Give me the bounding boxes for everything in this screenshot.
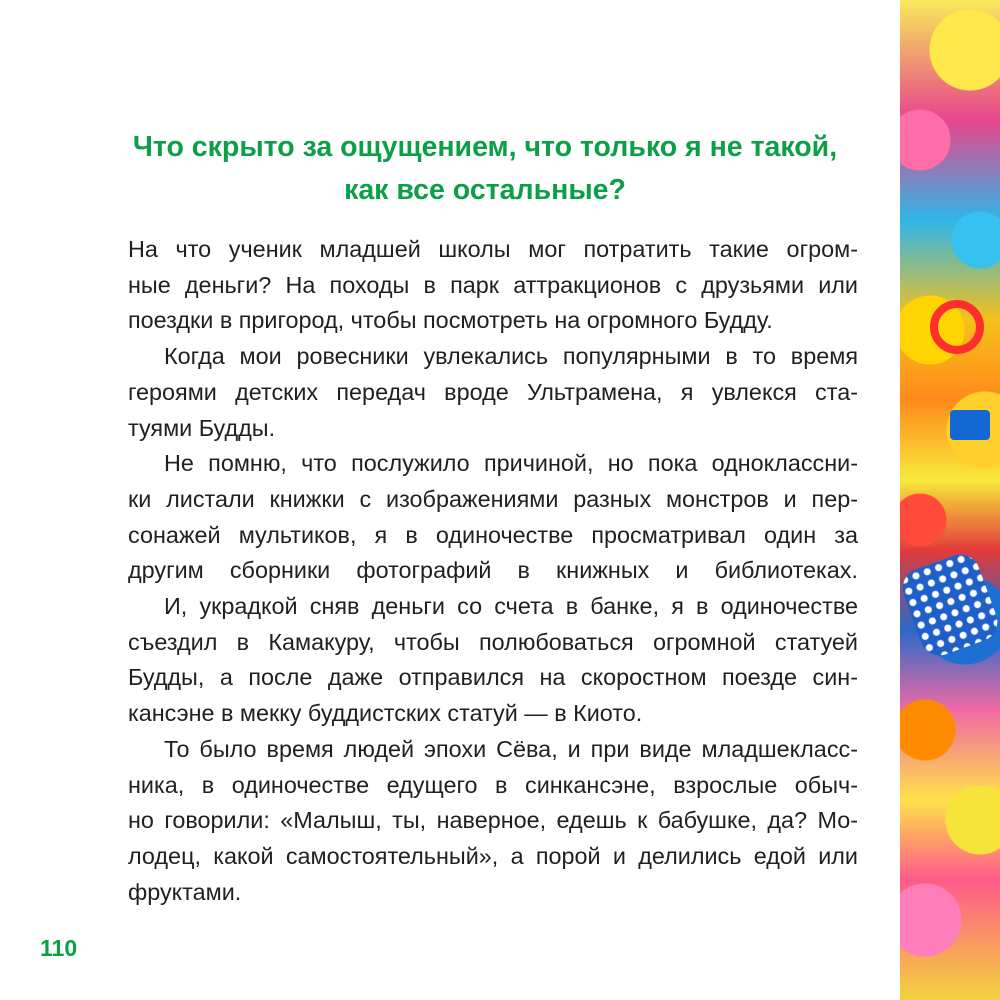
body-line: сонажей мультиков, я в одиночестве просматривал один за	[128, 521, 858, 548]
body-line: И, украдкой сняв деньги со счета в банке, я в одиночестве	[164, 593, 858, 620]
body-line: поездки в пригород, чтобы посмотреть на огромного Будду.	[128, 307, 773, 334]
section-heading	[100, 126, 870, 212]
body-line: туями Будды.	[128, 414, 276, 441]
body-text	[128, 232, 858, 910]
body-line: кансэне в мекку буддистских статуй — в Киото.	[128, 700, 643, 727]
body-line: но говорили: «Малыш, ты, наверное, едешь к бабушке, да? Мо-	[128, 807, 858, 834]
decorative-ring	[930, 300, 984, 354]
body-line: другим сборники фотографий в книжных и библиотеках.	[128, 557, 858, 584]
body-line: Когда мои ровесники увлекались популярными в то время	[164, 343, 858, 370]
body-line: Не помню, что послужило причиной, но пока одноклассни-	[164, 450, 858, 477]
page-number: 110	[40, 935, 78, 961]
body-line: героями детских передач вроде Ультрамена, я увлекся ста-	[128, 378, 858, 405]
body-line: То было время людей эпохи Сёва, и при виде младшекласс-	[164, 735, 858, 762]
body-line: ки листали книжки с изображениями разных монстров и пер-	[128, 485, 858, 512]
body-line: ные деньги? На походы в парк аттракционов с друзьями или	[128, 271, 858, 298]
decorative-toys-image	[900, 0, 1000, 1000]
body-line: На что ученик младшей школы мог потратить такие огром-	[128, 236, 858, 262]
body-line: ника, в одиночестве едущего в синкансэне, взрослые обыч-	[128, 771, 858, 798]
body-line: Будды, а после даже отправился на скоростном поезде син-	[128, 664, 858, 691]
heading-line-2: как все остальные?	[344, 174, 626, 206]
body-line: лодец, какой самостоятельный», а порой и делились едой или	[128, 842, 858, 869]
body-line: съездил в Камакуру, чтобы полюбоваться огромной статуей	[128, 628, 858, 655]
decorative-block	[950, 410, 990, 440]
body-line: фруктами.	[128, 878, 242, 905]
heading-line-1: Что скрыто за ощущением, что только я не такой,	[132, 131, 838, 163]
